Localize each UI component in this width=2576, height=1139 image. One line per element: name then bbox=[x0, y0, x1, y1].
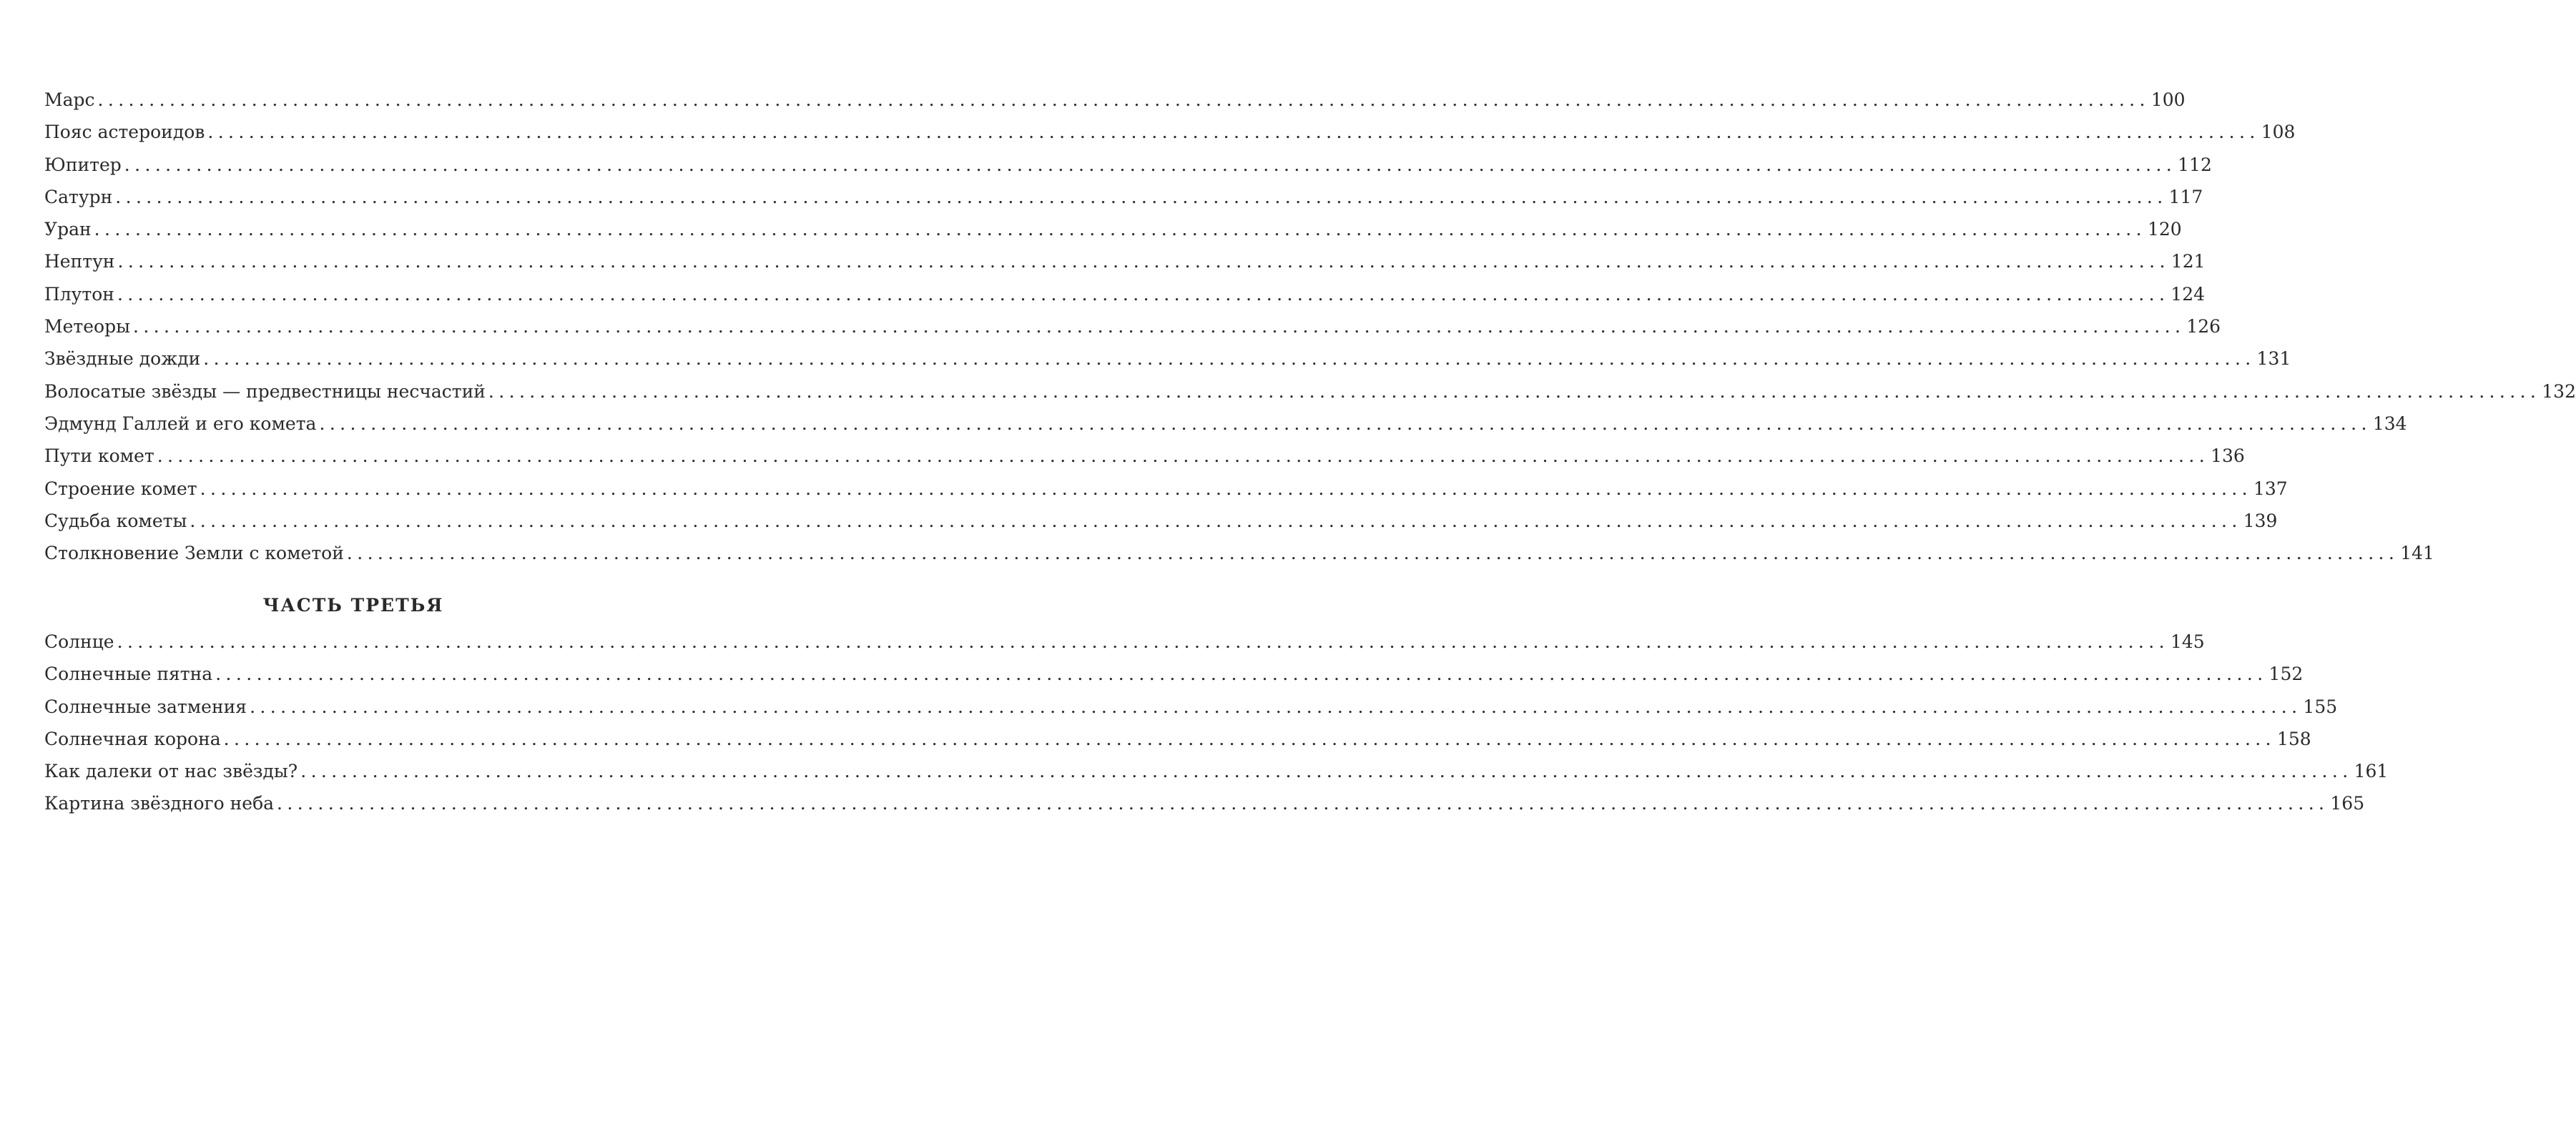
toc-entry bbox=[44, 278, 2206, 310]
toc-entry-title: Звёздные дожди bbox=[44, 348, 201, 370]
toc-entry bbox=[44, 245, 2206, 277]
toc-dot-leader: ........................................................................................................................................................................................................ bbox=[115, 186, 2168, 207]
toc-dot-leader: ........................................................................................................................................................................................................ bbox=[223, 728, 2276, 749]
toc-dot-leader: ........................................................................................................................................................................................................ bbox=[190, 510, 2242, 531]
section-heading-part-three: ЧАСТЬ ТРЕТЬЯ bbox=[262, 595, 444, 616]
toc-entry bbox=[44, 723, 2311, 755]
toc-entry-title: Пояс астероидов bbox=[44, 122, 205, 143]
toc-dot-leader: ........................................................................................................................................................................................................ bbox=[117, 251, 2170, 272]
toc-entry-title: Нептун bbox=[44, 251, 115, 272]
toc-entry bbox=[44, 149, 2212, 181]
toc-entry bbox=[44, 375, 2576, 408]
toc-dot-leader: ........................................................................................................................................................................................................ bbox=[117, 283, 2170, 305]
toc-entry bbox=[44, 755, 2389, 787]
toc-entry-title: Уран bbox=[44, 219, 92, 240]
toc-dot-leader: ........................................................................................................................................................................................................ bbox=[346, 543, 2399, 564]
toc-entry bbox=[44, 213, 2182, 245]
toc-dot-leader: ........................................................................................................................................................................................................ bbox=[97, 89, 2150, 110]
toc-entry-page: 136 bbox=[2211, 445, 2245, 467]
toc-entry bbox=[44, 440, 2245, 472]
toc-dot-leader: ........................................................................................................................................................................................................ bbox=[277, 793, 2329, 814]
toc-entry-page: 100 bbox=[2150, 89, 2186, 110]
toc-entry-page: 139 bbox=[2243, 510, 2278, 531]
toc-dot-leader: ........................................................................................................................................................................................................ bbox=[488, 380, 2541, 402]
toc-entry-page: 152 bbox=[2268, 664, 2304, 685]
toc-entry bbox=[44, 408, 2407, 440]
toc-dot-leader: ........................................................................................................................................................................................................ bbox=[203, 348, 2256, 370]
toc-entry bbox=[44, 658, 2304, 690]
toc-entry-page: 112 bbox=[2178, 154, 2212, 175]
toc-entry-title: Солнечная корона bbox=[44, 728, 221, 749]
toc-entry-title: Картина звёздного неба bbox=[44, 793, 275, 814]
toc-entry-title: Юпитер bbox=[44, 154, 122, 175]
toc-entry-title: Солнечные пятна bbox=[44, 664, 213, 685]
toc-entry-title: Как далеки от нас звёзды? bbox=[44, 761, 298, 782]
toc-entry-page: 117 bbox=[2168, 186, 2203, 207]
toc-entry-title: Солнечные затмения bbox=[44, 696, 247, 717]
toc-entry-title: Сатурн bbox=[44, 186, 113, 207]
toc-dot-leader: ........................................................................................................................................................................................................ bbox=[124, 154, 2177, 175]
toc-entry-page: 108 bbox=[2261, 122, 2296, 143]
toc-dot-leader: ........................................................................................................................................................................................................ bbox=[117, 631, 2169, 652]
toc-entry bbox=[44, 473, 2288, 505]
toc-dot-leader: ........................................................................................................................................................................................................ bbox=[132, 316, 2186, 337]
toc-entry bbox=[44, 116, 2296, 148]
toc-entry-page: 131 bbox=[2256, 348, 2291, 370]
toc-entry bbox=[44, 181, 2203, 213]
toc-entry bbox=[44, 84, 2186, 116]
toc-dot-leader: ........................................................................................................................................................................................................ bbox=[207, 122, 2260, 143]
toc-dot-leader: ........................................................................................................................................................................................................ bbox=[215, 664, 2268, 685]
toc-entry-title: Солнце bbox=[44, 631, 114, 652]
toc-entry-page: 155 bbox=[2303, 696, 2338, 717]
toc-entry-title: Волосатые звёзды — предвестницы несчастий bbox=[44, 380, 486, 402]
toc-entry-title: Марс bbox=[44, 89, 95, 110]
toc-entry-page: 132 bbox=[2542, 380, 2576, 402]
toc-entry bbox=[44, 787, 2365, 819]
toc-entry-page: 126 bbox=[2186, 316, 2221, 337]
toc-entry-page: 124 bbox=[2171, 283, 2206, 305]
toc-entry-title: Строение комет bbox=[44, 478, 197, 499]
toc-entry-page: 161 bbox=[2354, 761, 2389, 782]
toc-entry-page: 141 bbox=[2400, 543, 2434, 564]
toc-entry bbox=[44, 691, 2338, 723]
toc-entry bbox=[44, 505, 2278, 537]
toc-entry-page: 158 bbox=[2277, 728, 2311, 749]
toc-entry-title: Пути комет bbox=[44, 445, 154, 467]
toc-entry-title: Эдмунд Галлей и его комета bbox=[44, 413, 317, 434]
toc-entry-title: Плутон bbox=[44, 283, 114, 305]
toc-entry-page: 120 bbox=[2148, 219, 2182, 240]
toc-entry bbox=[44, 342, 2291, 375]
toc-entry-page: 137 bbox=[2253, 478, 2288, 499]
toc-dot-leader: ........................................................................................................................................................................................................ bbox=[300, 761, 2353, 782]
toc-list-part-two bbox=[44, 84, 2576, 569]
toc-entry bbox=[44, 537, 2434, 569]
toc-entry bbox=[44, 310, 2221, 342]
toc-dot-leader: ........................................................................................................................................................................................................ bbox=[319, 413, 2371, 434]
toc-dot-leader: ........................................................................................................................................................................................................ bbox=[250, 696, 2302, 717]
toc-entry-page: 165 bbox=[2330, 793, 2365, 814]
toc-entry-title: Столкновение Земли с кометой bbox=[44, 543, 344, 564]
toc-dot-leader: ........................................................................................................................................................................................................ bbox=[157, 445, 2210, 467]
toc-list-part-three bbox=[44, 626, 2389, 820]
toc-dot-leader: ........................................................................................................................................................................................................ bbox=[200, 478, 2252, 499]
toc-entry-page: 145 bbox=[2170, 631, 2205, 652]
toc-entry-page: 121 bbox=[2171, 251, 2206, 272]
toc-entry-title: Судьба кометы bbox=[44, 510, 187, 531]
toc-entry-title: Метеоры bbox=[44, 316, 130, 337]
toc-entry bbox=[44, 626, 2205, 658]
toc-entry-page: 134 bbox=[2372, 413, 2407, 434]
toc-dot-leader: ........................................................................................................................................................................................................ bbox=[94, 219, 2146, 240]
